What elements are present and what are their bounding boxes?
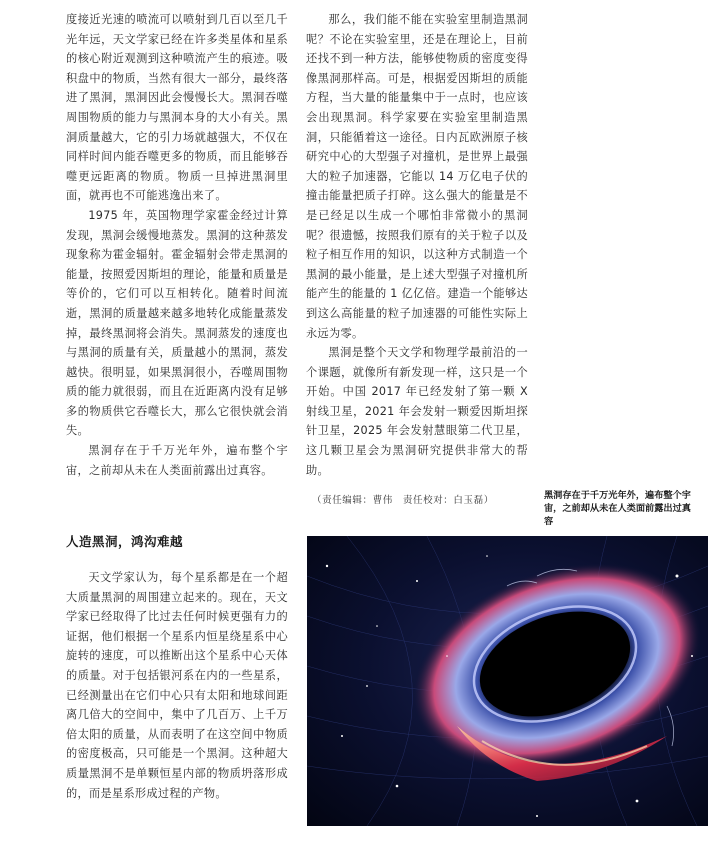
paragraph: 黑洞是整个天文学和物理学最前沿的一个课题，就像所有新发现一样，这只是一个开始。中国 2017 年已经发射了第一颗 X 射线卫星，2021 年会发射一颗爱因斯坦探针卫星，2025 年会发射慧眼第二代卫星，这几颗卫星会为黑洞研究提供非常大的帮助。 <box>306 346 528 477</box>
right-column <box>306 10 528 480</box>
paragraph: 那么，我们能不能在实验室里制造黑洞呢？不论在实验室里，还是在理论上，目前还找不到一种方法，能够使物质的密度变得像黑洞那样高。可是，根据爱因斯坦的质能方程，当大量的能量集中于一点时，也应该会出现黑洞。科学家要在实验室里制造黑洞，只能循着这一途径。日内瓦欧洲原子核研究中心的大型强子对撞机，是世界上最强大的粒子加速器，它能以 14 万亿电子伏的撞击能量把质子打碎。这么强大的能量是不是已经足以生成一个哪怕非常微小的黑洞呢？很遗憾，按照我们原有的关于粒子以及粒子相互作用的知识，以这种方式制造一个黑洞的最小能量，是上述大型强子对撞机所能产生的能量的 1 亿亿倍。建造一个能够达到这么高能量的粒子加速器的可能性实际上永远为零。 <box>306 13 528 340</box>
paragraph: 1975 年，英国物理学家霍金经过计算发现，黑洞会缓慢地蒸发。黑洞的这种蒸发现象称为霍金辐射。霍金辐射会带走黑洞的能量，按照爱因斯坦的理论，能量和质量是等价的，它们可以互相转化。随着时间流逝，黑洞的质量越来越多地转化成能量蒸发掉，最终黑洞将会消失。黑洞蒸发的速度也与黑洞的质量有关，质量越小的黑洞，蒸发越快。很明显，如果黑洞很小，吞噬周围物质的能力就很弱，而且在近距离内没有足够多的物质供它吞噬长大，那么它很快就会消失。 <box>66 208 288 438</box>
black-hole-illustration <box>307 536 708 826</box>
paragraph: 天文学家认为，每个星系都是在一个超大质量黑洞的周围建立起来的。现在，天文学家已经取得了比过去任何时候更强有力的证据，他们根据一个星系内恒星绕星系中心旋转的速度，可以推断出这个星系中心天体的质量。对于包括银河系在内的一些星系，已经测量出在它们中心只有太阳和地球间距离几倍大的空间中，集中了几百万、上千万倍太阳的质量，从而表明了在这空间中物质的密度极高，只可能是一个黑洞。这种超大质量黑洞不是单颗恒星内部的物质坍落形成的，而是星系形成过程的产物。 <box>66 571 288 800</box>
section-heading: 人造黑洞，鸿沟难越 <box>66 534 184 549</box>
figure-caption: 黑洞存在于千万光年外，遍布整个宇宙，之前却从未在人类面前露出过真容 <box>544 490 691 527</box>
left-column-top <box>66 10 288 480</box>
left-column-bottom <box>66 568 288 803</box>
paragraph: 黑洞存在于千万光年外，遍布整个宇宙，之前却从未在人类面前露出过真容。 <box>66 444 288 477</box>
paragraph: 度接近光速的喷流可以喷射到几百以至几千光年远，天文学家已经在许多类星体和星系的核心附近观测到这种喷流产生的痕迹。吸积盘中的物质，当然有很大一部分，最终落进了黑洞，黑洞因此会慢慢长大。黑洞吞噬周围物质的能力与黑洞本身的大小有关。黑洞质量越大，它的引力场就越强大，不仅在同样时间内能吞噬更多的物质，而且能够吞噬更远距离的物质。物质一旦掉进黑洞里面，就再也不可能逃逸出来了。 <box>66 13 288 203</box>
editor-credit: （责任编辑：曹伟 责任校对：白玉磊） <box>312 495 494 506</box>
